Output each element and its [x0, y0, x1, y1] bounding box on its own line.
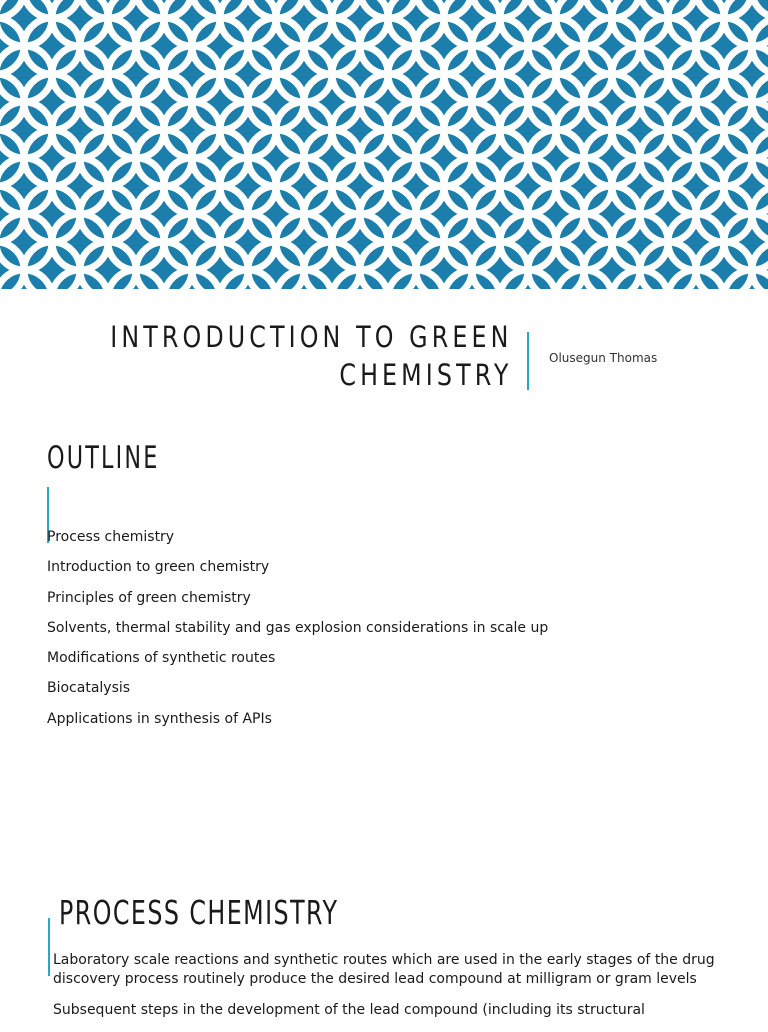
paragraph: Subsequent steps in the development of the lead compound (including its structural [53, 1002, 645, 1018]
list-item: Solvents, thermal stability and gas explosion considerations in scale up [47, 619, 549, 636]
presentation-title [110, 318, 512, 394]
paragraph: Laboratory scale reactions and synthetic routes which are used in the early stages of the drug discovery process routinely produce the desired lead compound at milligram or gram levels [53, 952, 715, 987]
decorative-banner [0, 0, 768, 289]
outline-heading: OUTLINE [47, 440, 160, 476]
process-chemistry-accent-bar [48, 918, 50, 976]
list-item: Biocatalysis [47, 680, 131, 697]
list-item: Introduction to green chemistry [47, 559, 270, 576]
process-chemistry-heading: PROCESS CHEMISTRY [59, 893, 339, 932]
circle-lattice-pattern [0, 0, 768, 289]
title-line-2: CHEMISTRY [338, 358, 512, 392]
list-item: Applications in synthesis of APIs [47, 710, 272, 727]
list-item: Principles of green chemistry [47, 589, 251, 606]
title-line-1: INTRODUCTION TO GREEN [109, 320, 512, 354]
process-chemistry-body [53, 951, 753, 1032]
outline-list [47, 522, 548, 734]
list-item: Process chemistry [47, 529, 175, 545]
title-divider [527, 332, 529, 390]
list-item: Modifications of synthetic routes [47, 650, 276, 667]
author-name: Olusegun Thomas [549, 351, 658, 365]
